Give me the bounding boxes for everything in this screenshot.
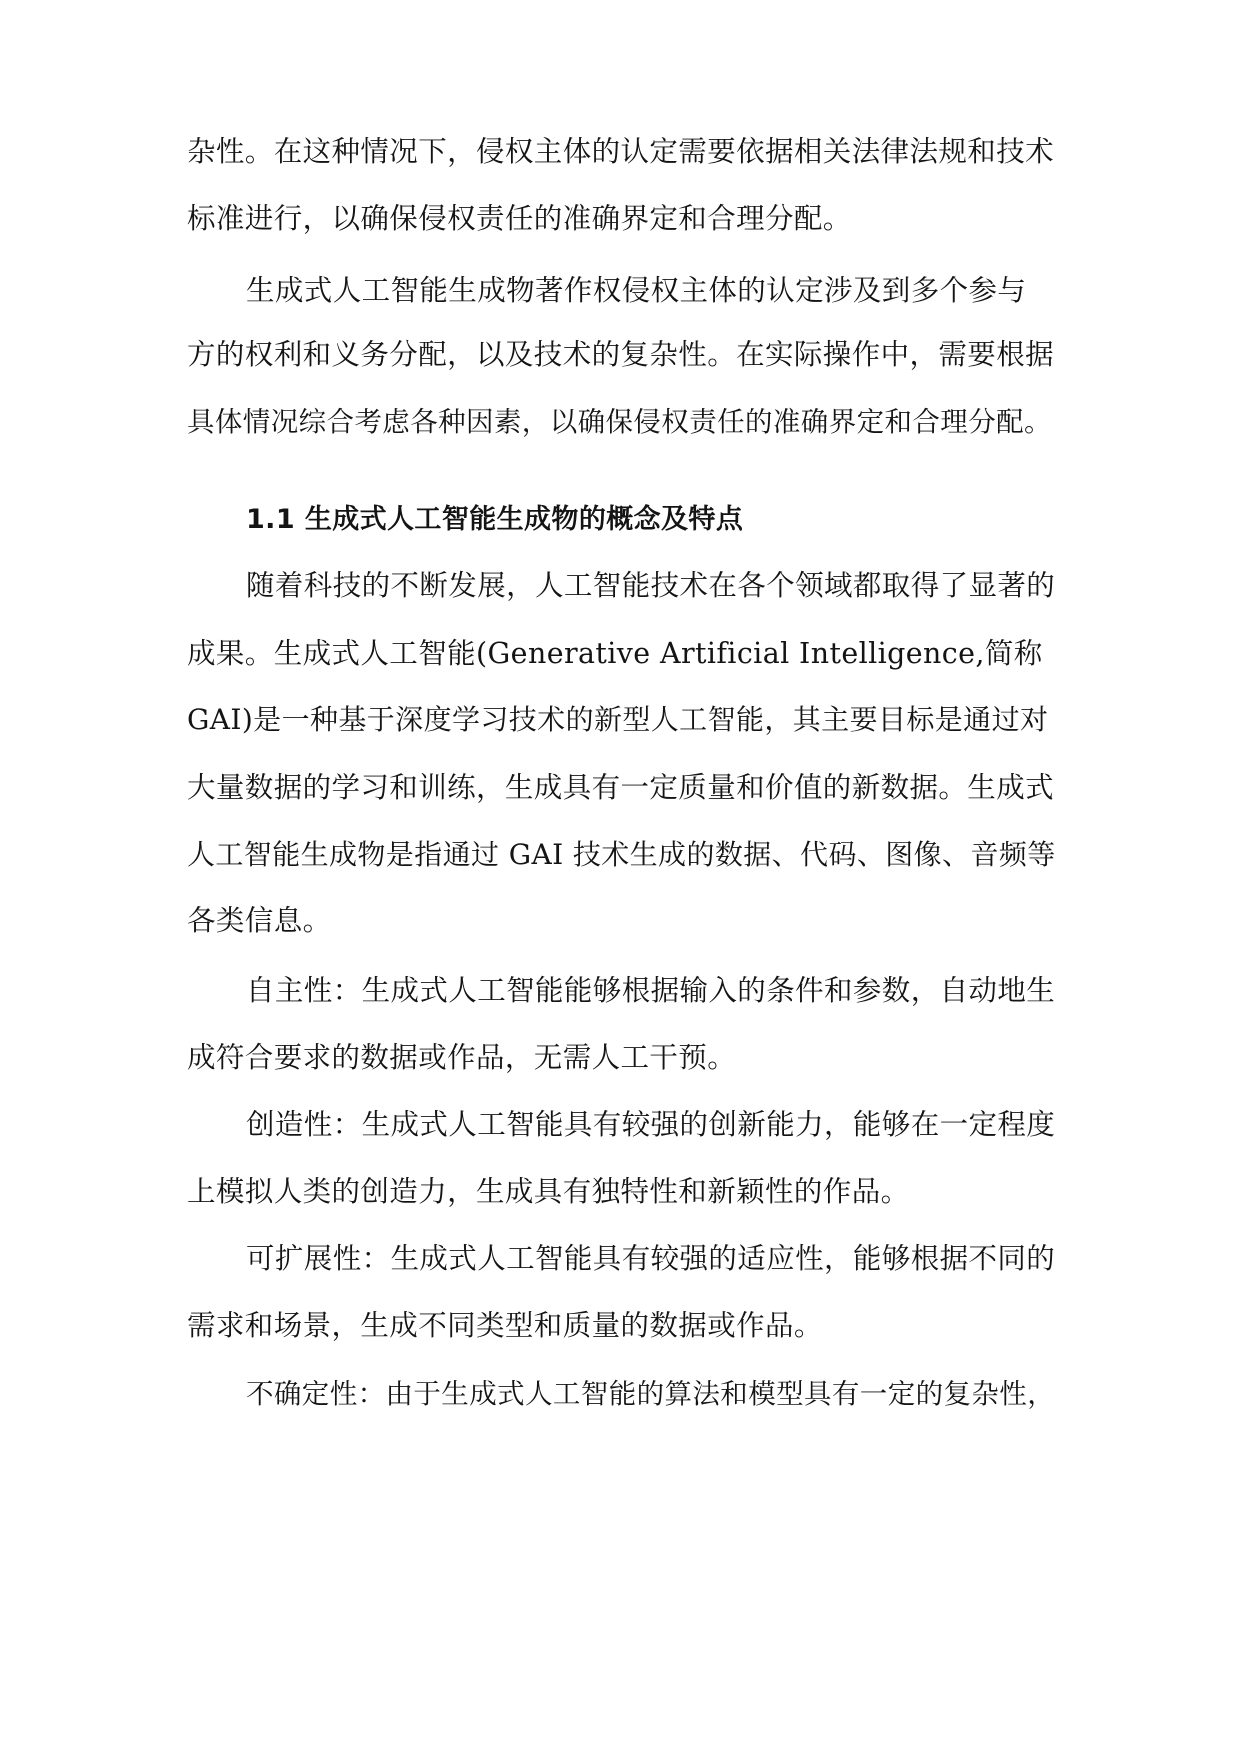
paragraph-3-line-1: 随着科技的不断发展，人工智能技术在各个领域都取得了显著的 (246, 569, 1056, 602)
paragraph-2-line-2: 方的权利和义务分配，以及技术的复杂性。在实际操作中，需要根据 (187, 338, 1055, 371)
paragraph-3-line-3: GAI)是一种基于深度学习技术的新型人工智能，其主要目标是通过对 (187, 703, 1049, 736)
paragraph-1-line-2: 标准进行，以确保侵权责任的准确界定和合理分配。 (187, 202, 852, 235)
paragraph-5-line-2: 上模拟人类的创造力，生成具有独特性和新颖性的作品。 (187, 1175, 910, 1208)
paragraph-1-line-1: 杂性。在这种情况下，侵权主体的认定需要依据相关法律法规和技术 (187, 135, 1055, 168)
paragraph-3-line-4: 大量数据的学习和训练，生成具有一定质量和价值的新数据。生成式 (187, 771, 1055, 804)
section-heading: 1.1 生成式人工智能生成物的概念及特点 (246, 504, 744, 535)
paragraph-3-line-6: 各类信息。 (187, 904, 332, 937)
paragraph-7-line-1: 不确定性：由于生成式人工智能的算法和模型具有一定的复杂性， (246, 1378, 1056, 1410)
paragraph-4-line-1: 自主性：生成式人工智能能够根据输入的条件和参数，自动地生 (246, 974, 1056, 1007)
paragraph-2-line-1: 生成式人工智能生成物著作权侵权主体的认定涉及到多个参与 (246, 274, 1027, 307)
paragraph-6-line-1: 可扩展性：生成式人工智能具有较强的适应性，能够根据不同的 (246, 1242, 1056, 1275)
paragraph-3-line-5: 人工智能生成物是指通过 GAI 技术生成的数据、代码、图像、音频等 (187, 838, 1056, 871)
paragraph-2-line-3: 具体情况综合考虑各种因素，以确保侵权责任的准确界定和合理分配。 (187, 406, 1052, 438)
paragraph-6-line-2: 需求和场景，生成不同类型和质量的数据或作品。 (187, 1309, 823, 1342)
paragraph-4-line-2: 成符合要求的数据或作品，无需人工干预。 (187, 1041, 737, 1074)
paragraph-5-line-1: 创造性：生成式人工智能具有较强的创新能力，能够在一定程度 (246, 1108, 1056, 1141)
paragraph-3-line-2: 成果。生成式人工智能(Generative Artificial Intelligence,简称 (187, 637, 1043, 670)
